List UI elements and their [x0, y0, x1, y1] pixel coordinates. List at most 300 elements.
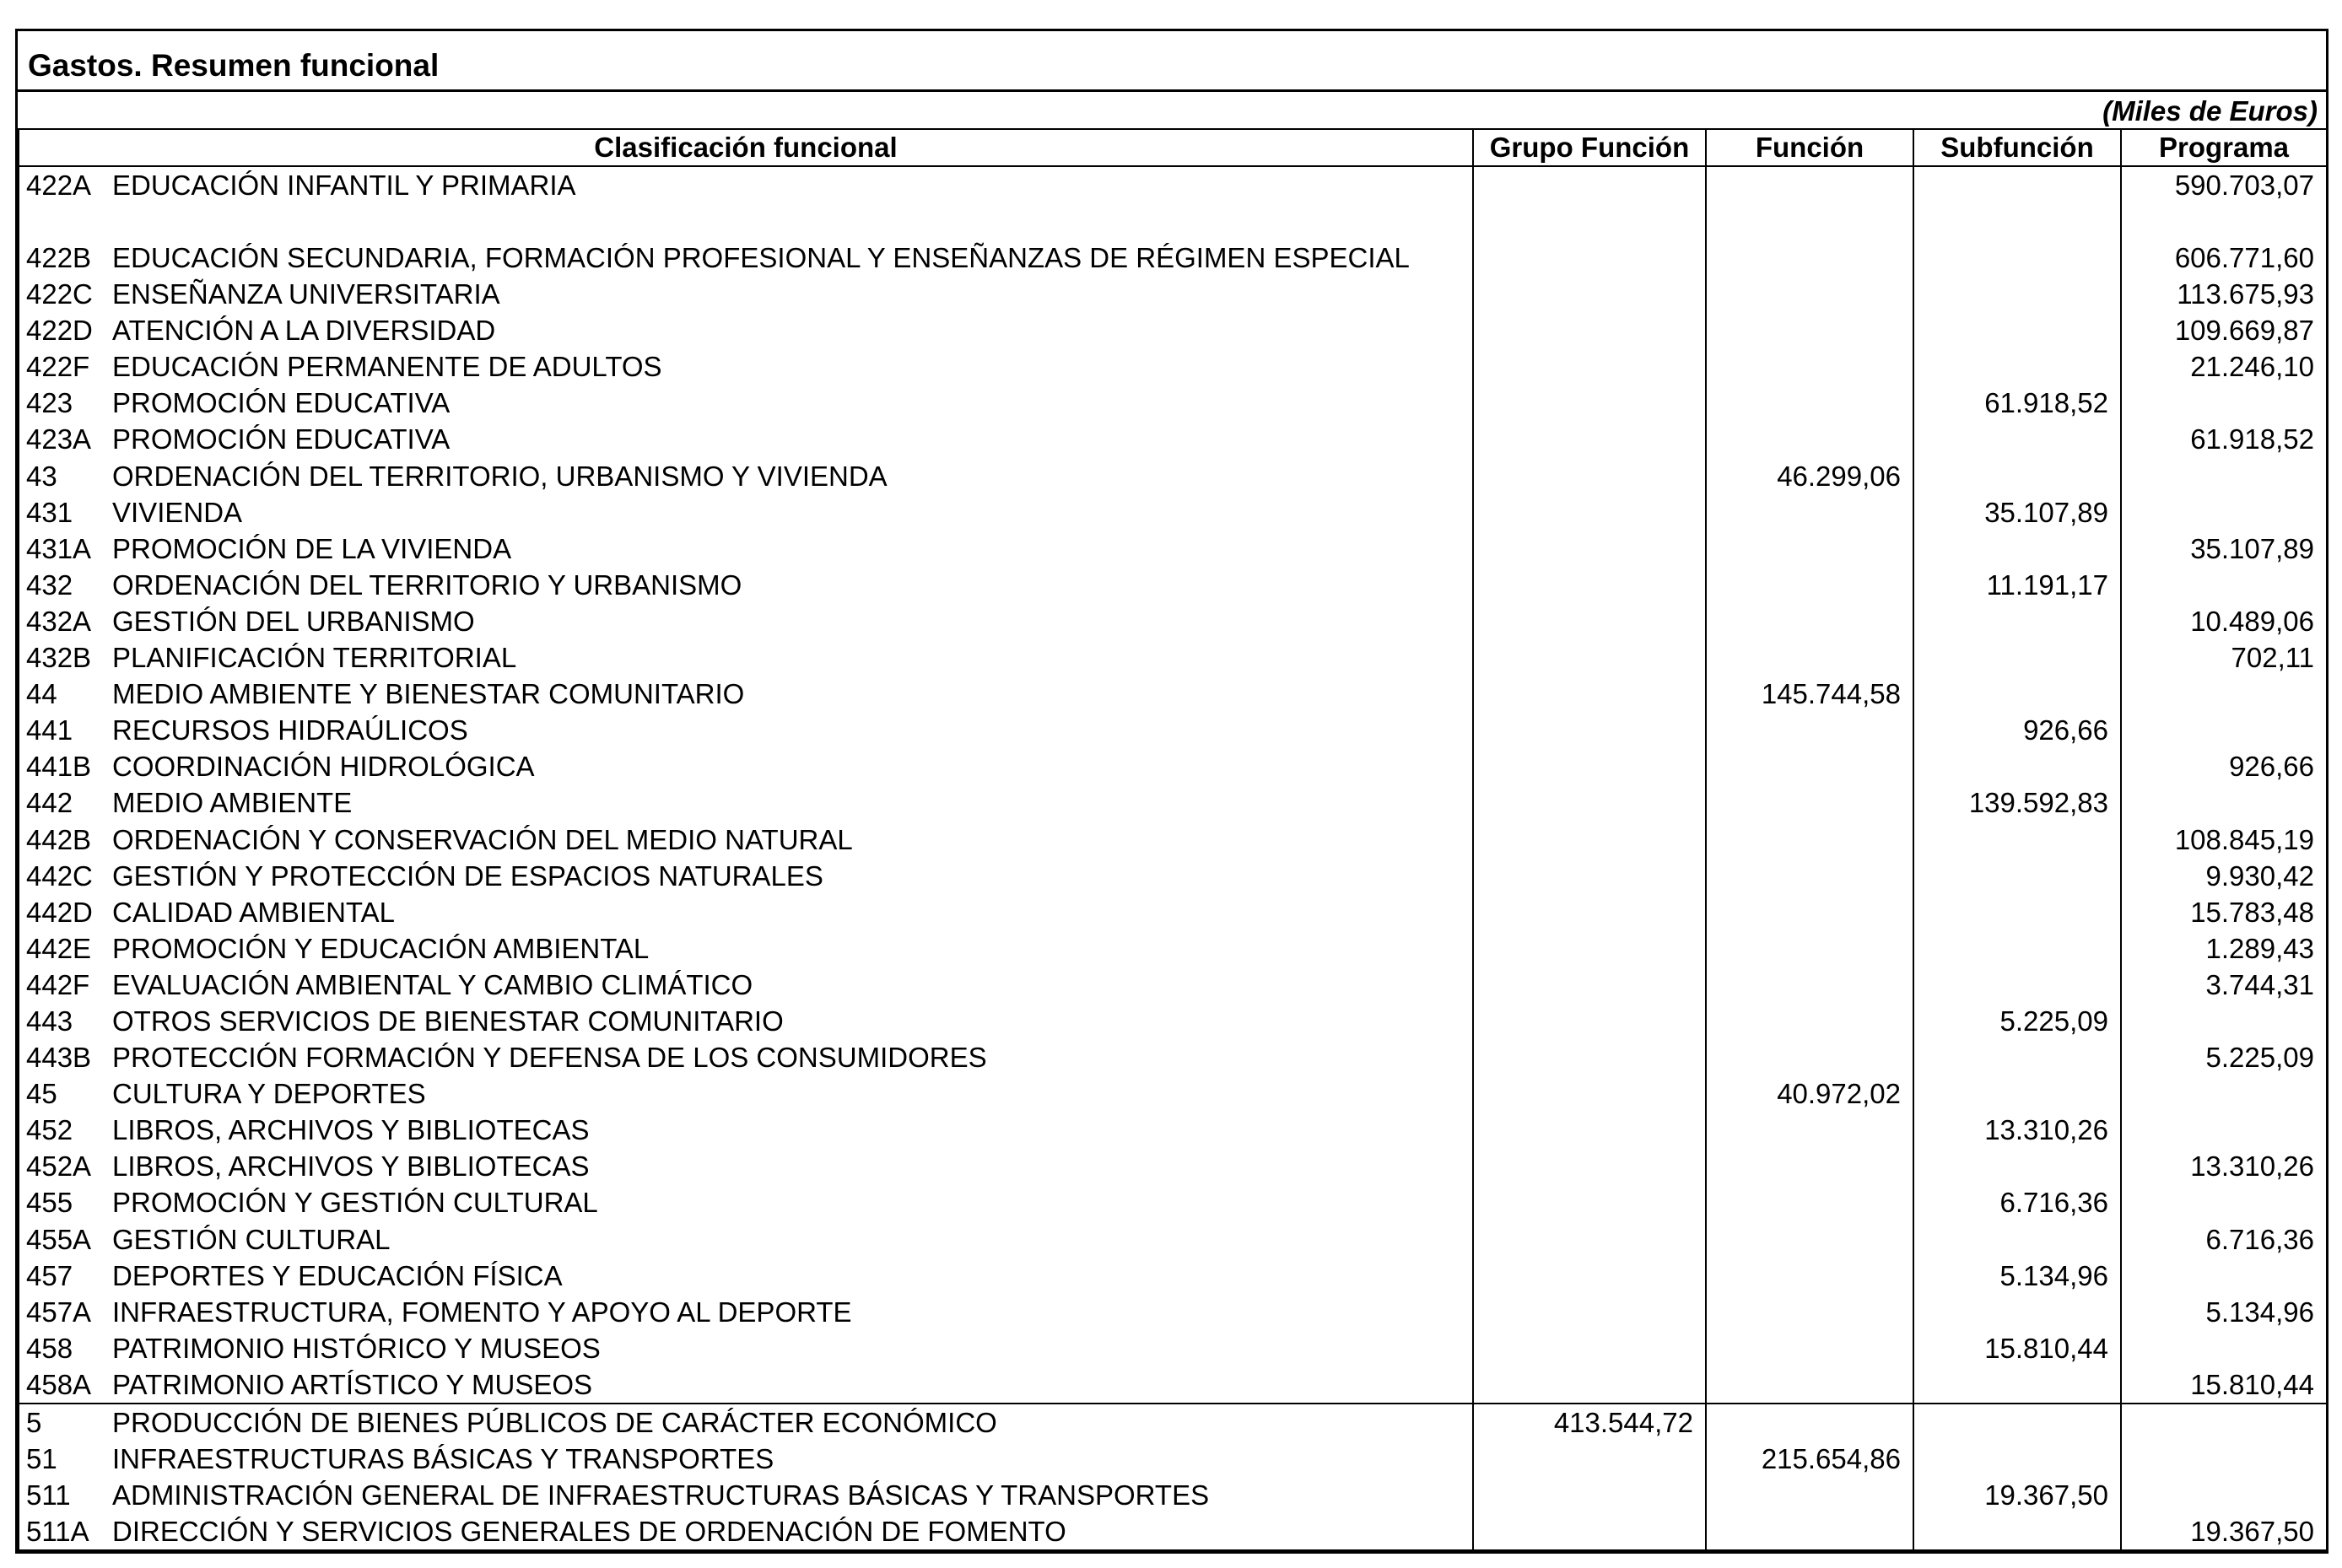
- subfuncion-value: [1913, 421, 2121, 457]
- funcion-value: [1706, 531, 1913, 567]
- row-code: 423A: [26, 423, 92, 455]
- programa-value: [2121, 1404, 2327, 1441]
- row-code: 458A: [26, 1368, 92, 1400]
- subfuncion-value: [1913, 348, 2121, 385]
- classification-cell: [19, 1112, 1473, 1148]
- funcion-value: [1706, 1513, 1913, 1550]
- classification-cell: [19, 1441, 1473, 1477]
- programa-value: 108.845,19: [2121, 822, 2327, 858]
- grupo-funcion-value: [1473, 166, 1706, 203]
- table-row: [19, 1075, 2327, 1112]
- classification-cell: [19, 348, 1473, 385]
- table-row: [19, 1404, 2327, 1441]
- subfuncion-value: [1913, 639, 2121, 676]
- subfuncion-value: 19.367,50: [1913, 1477, 2121, 1513]
- programa-value: 5.225,09: [2121, 1039, 2327, 1075]
- grupo-funcion-value: [1473, 858, 1706, 894]
- row-code: 44: [26, 678, 57, 710]
- subfuncion-value: [1913, 822, 2121, 858]
- row-code: 442: [26, 787, 73, 819]
- programa-value: 61.918,52: [2121, 421, 2327, 457]
- header-grupo-funcion: Grupo Función: [1473, 129, 1706, 166]
- grupo-funcion-value: [1473, 458, 1706, 494]
- subfuncion-value: [1913, 1404, 2121, 1441]
- programa-value: 6.716,36: [2121, 1221, 2327, 1258]
- grupo-funcion-value: 413.544,72: [1473, 1404, 1706, 1441]
- grupo-funcion-value: [1473, 1184, 1706, 1220]
- programa-value: [2121, 784, 2327, 821]
- row-code: 51: [26, 1443, 57, 1475]
- row-label: EVALUACIÓN AMBIENTAL Y CAMBIO CLIMÁTICO: [112, 968, 753, 1000]
- grupo-funcion-value: [1473, 312, 1706, 348]
- row-label: GESTIÓN CULTURAL: [112, 1223, 391, 1255]
- subfuncion-value: [1913, 930, 2121, 967]
- row-code: 431A: [26, 532, 92, 564]
- classification-cell: [19, 276, 1473, 312]
- subfuncion-value: 11.191,17: [1913, 567, 2121, 603]
- programa-value: 10.489,06: [2121, 603, 2327, 639]
- grupo-funcion-value: [1473, 639, 1706, 676]
- funcion-value: [1706, 1366, 1913, 1404]
- table-row: [19, 203, 2327, 276]
- table-row: [19, 603, 2327, 639]
- grupo-funcion-value: [1473, 1148, 1706, 1184]
- funcion-value: [1706, 1184, 1913, 1220]
- subfuncion-value: [1913, 203, 2121, 276]
- funcion-value: 145.744,58: [1706, 676, 1913, 712]
- row-label: LIBROS, ARCHIVOS Y BIBLIOTECAS: [112, 1150, 590, 1183]
- programa-value: 590.703,07: [2121, 166, 2327, 203]
- row-label: PATRIMONIO ARTÍSTICO Y MUSEOS: [112, 1368, 593, 1400]
- funcion-value: [1706, 312, 1913, 348]
- grupo-funcion-value: [1473, 1075, 1706, 1112]
- funcion-value: [1706, 1330, 1913, 1366]
- table-row: [19, 967, 2327, 1003]
- row-label: PROMOCIÓN EDUCATIVA: [112, 387, 451, 419]
- classification-cell: [19, 166, 1473, 203]
- table-row: [19, 348, 2327, 385]
- row-label: CULTURA Y DEPORTES: [112, 1078, 426, 1110]
- table-row: [19, 1294, 2327, 1330]
- classification-cell: [19, 822, 1473, 858]
- classification-cell: [19, 1003, 1473, 1039]
- functional-summary-table: [18, 128, 2328, 1551]
- programa-value: [2121, 1112, 2327, 1148]
- grupo-funcion-value: [1473, 531, 1706, 567]
- programa-value: [2121, 1477, 2327, 1513]
- programa-value: [2121, 712, 2327, 748]
- grupo-funcion-value: [1473, 712, 1706, 748]
- grupo-funcion-value: [1473, 276, 1706, 312]
- grupo-funcion-value: [1473, 494, 1706, 531]
- grupo-funcion-value: [1473, 967, 1706, 1003]
- table-row: [19, 1221, 2327, 1258]
- funcion-value: [1706, 712, 1913, 748]
- table-row: [19, 1258, 2327, 1294]
- funcion-value: [1706, 822, 1913, 858]
- row-label: PROTECCIÓN FORMACIÓN Y DEFENSA DE LOS CONSUMIDORES: [112, 1042, 987, 1074]
- funcion-value: [1706, 1477, 1913, 1513]
- classification-cell: [19, 930, 1473, 967]
- table-row: [19, 276, 2327, 312]
- funcion-value: [1706, 1039, 1913, 1075]
- funcion-value: [1706, 1221, 1913, 1258]
- row-code: 511: [26, 1479, 71, 1511]
- row-label: ATENCIÓN A LA DIVERSIDAD: [112, 315, 496, 347]
- units-label: (Miles de Euros): [2102, 95, 2318, 127]
- row-code: 441: [26, 714, 73, 746]
- table-row: [19, 458, 2327, 494]
- programa-value: 35.107,89: [2121, 531, 2327, 567]
- row-code: 455A: [26, 1223, 92, 1255]
- classification-cell: [19, 567, 1473, 603]
- programa-value: 926,66: [2121, 748, 2327, 784]
- subfuncion-value: 61.918,52: [1913, 385, 2121, 421]
- classification-cell: [19, 603, 1473, 639]
- row-label: PRODUCCIÓN DE BIENES PÚBLICOS DE CARÁCTER ECONÓMICO: [112, 1407, 997, 1438]
- subfuncion-value: 5.225,09: [1913, 1003, 2121, 1039]
- subfuncion-value: [1913, 1075, 2121, 1112]
- funcion-value: [1706, 1404, 1913, 1441]
- subfuncion-value: [1913, 603, 2121, 639]
- row-label: DIRECCIÓN Y SERVICIOS GENERALES DE ORDENACIÓN DE FOMENTO: [112, 1516, 1066, 1548]
- grupo-funcion-value: [1473, 1258, 1706, 1294]
- subfuncion-value: [1913, 1221, 2121, 1258]
- funcion-value: [1706, 894, 1913, 930]
- row-code: 457A: [26, 1296, 92, 1328]
- row-code: 432: [26, 568, 73, 601]
- funcion-value: [1706, 203, 1913, 276]
- row-code: 422C: [26, 278, 93, 310]
- grupo-funcion-value: [1473, 1366, 1706, 1404]
- subfuncion-value: [1913, 1148, 2121, 1184]
- row-label: EDUCACIÓN INFANTIL Y PRIMARIA: [112, 170, 576, 201]
- funcion-value: [1706, 348, 1913, 385]
- programa-value: 5.134,96: [2121, 1294, 2327, 1330]
- grupo-funcion-value: [1473, 1112, 1706, 1148]
- funcion-value: [1706, 385, 1913, 421]
- programa-value: [2121, 385, 2327, 421]
- row-code: 5: [26, 1407, 42, 1438]
- row-label: OTROS SERVICIOS DE BIENESTAR COMUNITARIO: [112, 1005, 784, 1037]
- classification-cell: [19, 784, 1473, 821]
- programa-value: 21.246,10: [2121, 348, 2327, 385]
- row-code: 442B: [26, 823, 92, 855]
- funcion-value: [1706, 1148, 1913, 1184]
- funcion-value: [1706, 1112, 1913, 1148]
- row-code: 422D: [26, 315, 93, 347]
- row-code: 443B: [26, 1042, 92, 1074]
- table-row: [19, 1330, 2327, 1366]
- programa-value: [2121, 1075, 2327, 1112]
- programa-value: [2121, 1330, 2327, 1366]
- subfuncion-value: [1913, 1441, 2121, 1477]
- funcion-value: [1706, 748, 1913, 784]
- grupo-funcion-value: [1473, 1039, 1706, 1075]
- table-row: [19, 748, 2327, 784]
- programa-value: [2121, 1184, 2327, 1220]
- grupo-funcion-value: [1473, 567, 1706, 603]
- classification-cell: [19, 1513, 1473, 1550]
- subfuncion-value: [1913, 1366, 2121, 1404]
- row-code: 432B: [26, 642, 92, 674]
- subfuncion-value: 13.310,26: [1913, 1112, 2121, 1148]
- classification-cell: [19, 858, 1473, 894]
- row-label: INFRAESTRUCTURA, FOMENTO Y APOYO AL DEPORTE: [112, 1296, 852, 1328]
- classification-cell: [19, 1366, 1473, 1404]
- row-code: 452A: [26, 1150, 92, 1183]
- grupo-funcion-value: [1473, 385, 1706, 421]
- row-code: 458: [26, 1332, 73, 1364]
- subfuncion-value: [1913, 1513, 2121, 1550]
- row-code: 422B: [26, 242, 92, 274]
- grupo-funcion-value: [1473, 1513, 1706, 1550]
- row-code: 455: [26, 1187, 73, 1219]
- table-row: [19, 930, 2327, 967]
- programa-value: [2121, 567, 2327, 603]
- row-code: 442E: [26, 932, 92, 964]
- classification-cell: [19, 748, 1473, 784]
- row-label: ORDENACIÓN DEL TERRITORIO, URBANISMO Y VIVIENDA: [112, 460, 888, 492]
- row-code: 511A: [26, 1516, 89, 1548]
- table-row: [19, 1513, 2327, 1550]
- funcion-value: [1706, 1258, 1913, 1294]
- funcion-value: [1706, 784, 1913, 821]
- title-bar: [18, 31, 2326, 92]
- subfuncion-value: [1913, 894, 2121, 930]
- subfuncion-value: [1913, 676, 2121, 712]
- classification-cell: [19, 1258, 1473, 1294]
- table-row: [19, 1148, 2327, 1184]
- funcion-value: [1706, 930, 1913, 967]
- funcion-value: 46.299,06: [1706, 458, 1913, 494]
- grupo-funcion-value: [1473, 1294, 1706, 1330]
- programa-value: 702,11: [2121, 639, 2327, 676]
- funcion-value: [1706, 639, 1913, 676]
- subfuncion-value: 6.716,36: [1913, 1184, 2121, 1220]
- grupo-funcion-value: [1473, 822, 1706, 858]
- classification-cell: [19, 1075, 1473, 1112]
- funcion-value: [1706, 166, 1913, 203]
- classification-cell: [19, 1221, 1473, 1258]
- grupo-funcion-value: [1473, 894, 1706, 930]
- programa-value: 606.771,60: [2121, 203, 2327, 276]
- row-code: 441B: [26, 751, 92, 783]
- table-row: [19, 712, 2327, 748]
- subfuncion-value: 15.810,44: [1913, 1330, 2121, 1366]
- classification-cell: [19, 967, 1473, 1003]
- row-label: COORDINACIÓN HIDROLÓGICA: [112, 751, 535, 783]
- row-code: 442F: [26, 968, 90, 1000]
- programa-value: 109.669,87: [2121, 312, 2327, 348]
- row-label: PROMOCIÓN Y GESTIÓN CULTURAL: [112, 1187, 598, 1219]
- programa-value: 1.289,43: [2121, 930, 2327, 967]
- budget-sheet: [15, 29, 2329, 1554]
- funcion-value: [1706, 421, 1913, 457]
- classification-cell: [19, 639, 1473, 676]
- table-row: [19, 858, 2327, 894]
- table-row: [19, 567, 2327, 603]
- table-row: [19, 1003, 2327, 1039]
- classification-cell: [19, 894, 1473, 930]
- funcion-value: 215.654,86: [1706, 1441, 1913, 1477]
- document-title: Gastos. Resumen funcional: [28, 48, 440, 83]
- grupo-funcion-value: [1473, 203, 1706, 276]
- row-label: MEDIO AMBIENTE: [112, 787, 353, 819]
- row-code: 422A: [26, 170, 92, 201]
- row-label: MEDIO AMBIENTE Y BIENESTAR COMUNITARIO: [112, 678, 745, 710]
- row-code: 442C: [26, 859, 93, 892]
- row-code: 457: [26, 1259, 73, 1291]
- row-label: PROMOCIÓN DE LA VIVIENDA: [112, 532, 512, 564]
- grupo-funcion-value: [1473, 748, 1706, 784]
- subfuncion-value: [1913, 458, 2121, 494]
- classification-cell: [19, 676, 1473, 712]
- classification-cell: [19, 1039, 1473, 1075]
- row-label: GESTIÓN Y PROTECCIÓN DE ESPACIOS NATURALES: [112, 859, 823, 892]
- table-row: [19, 1112, 2327, 1148]
- header-programa: Programa: [2121, 129, 2327, 166]
- row-label: PROMOCIÓN Y EDUCACIÓN AMBIENTAL: [112, 932, 650, 964]
- programa-value: [2121, 1003, 2327, 1039]
- classification-cell: [19, 494, 1473, 531]
- programa-value: 13.310,26: [2121, 1148, 2327, 1184]
- grupo-funcion-value: [1473, 676, 1706, 712]
- table-row: [19, 639, 2327, 676]
- grupo-funcion-value: [1473, 1003, 1706, 1039]
- subfuncion-value: [1913, 967, 2121, 1003]
- programa-value: [2121, 1441, 2327, 1477]
- row-label: RECURSOS HIDRAÚLICOS: [112, 714, 468, 746]
- funcion-value: [1706, 1294, 1913, 1330]
- table-row: [19, 894, 2327, 930]
- table-row: [19, 312, 2327, 348]
- row-label: ADMINISTRACIÓN GENERAL DE INFRAESTRUCTURAS BÁSICAS Y TRANSPORTES: [112, 1479, 1210, 1511]
- row-code: 432A: [26, 605, 92, 637]
- subfuncion-value: [1913, 1039, 2121, 1075]
- classification-cell: [19, 421, 1473, 457]
- row-code: 422F: [26, 351, 90, 383]
- subfuncion-value: 139.592,83: [1913, 784, 2121, 821]
- table-row: [19, 166, 2327, 203]
- grupo-funcion-value: [1473, 1221, 1706, 1258]
- programa-value: 19.367,50: [2121, 1513, 2327, 1550]
- table-row: [19, 1441, 2327, 1477]
- classification-cell: [19, 1477, 1473, 1513]
- header-subfuncion: Subfunción: [1913, 129, 2121, 166]
- funcion-value: [1706, 276, 1913, 312]
- funcion-value: [1706, 1003, 1913, 1039]
- row-label: PLANIFICACIÓN TERRITORIAL: [112, 642, 517, 674]
- classification-cell: [19, 712, 1473, 748]
- subfuncion-value: [1913, 748, 2121, 784]
- row-label: PROMOCIÓN EDUCATIVA: [112, 423, 451, 455]
- row-label: ORDENACIÓN DEL TERRITORIO Y URBANISMO: [112, 568, 742, 601]
- subfuncion-value: 926,66: [1913, 712, 2121, 748]
- row-label: EDUCACIÓN SECUNDARIA, FORMACIÓN PROFESIONAL Y ENSEÑANZAS DE RÉGIMEN ESPECIAL: [112, 242, 1410, 274]
- table-row: [19, 531, 2327, 567]
- classification-cell: [19, 312, 1473, 348]
- row-label: VIVIENDA: [112, 496, 243, 528]
- table-row: [19, 676, 2327, 712]
- row-label: GESTIÓN DEL URBANISMO: [112, 605, 475, 637]
- subfuncion-value: [1913, 276, 2121, 312]
- grupo-funcion-value: [1473, 348, 1706, 385]
- classification-cell: [19, 1294, 1473, 1330]
- programa-value: [2121, 494, 2327, 531]
- subfuncion-value: [1913, 858, 2121, 894]
- table-row: [19, 1039, 2327, 1075]
- grupo-funcion-value: [1473, 784, 1706, 821]
- table-header-row: [19, 129, 2327, 166]
- row-label: ENSEÑANZA UNIVERSITARIA: [112, 278, 500, 310]
- table-row: [19, 1366, 2327, 1404]
- subfuncion-value: 5.134,96: [1913, 1258, 2121, 1294]
- subfuncion-value: [1913, 312, 2121, 348]
- funcion-value: [1706, 967, 1913, 1003]
- funcion-value: [1706, 858, 1913, 894]
- programa-value: 113.675,93: [2121, 276, 2327, 312]
- row-code: 45: [26, 1078, 57, 1110]
- row-label: EDUCACIÓN PERMANENTE DE ADULTOS: [112, 351, 662, 383]
- programa-value: 15.783,48: [2121, 894, 2327, 930]
- grupo-funcion-value: [1473, 1441, 1706, 1477]
- header-funcion: Función: [1706, 129, 1913, 166]
- table-body: [19, 166, 2327, 1550]
- programa-value: 9.930,42: [2121, 858, 2327, 894]
- table-row: [19, 784, 2327, 821]
- classification-cell: [19, 1148, 1473, 1184]
- table-row: [19, 494, 2327, 531]
- classification-cell: [19, 1404, 1473, 1441]
- row-code: 431: [26, 496, 73, 528]
- classification-cell: [19, 1184, 1473, 1220]
- row-code: 423: [26, 387, 73, 419]
- row-label: ORDENACIÓN Y CONSERVACIÓN DEL MEDIO NATURAL: [112, 823, 853, 855]
- row-label: LIBROS, ARCHIVOS Y BIBLIOTECAS: [112, 1114, 590, 1146]
- subfuncion-value: [1913, 531, 2121, 567]
- table-row: [19, 822, 2327, 858]
- funcion-value: [1706, 567, 1913, 603]
- grupo-funcion-value: [1473, 603, 1706, 639]
- row-label: INFRAESTRUCTURAS BÁSICAS Y TRANSPORTES: [112, 1443, 774, 1475]
- grupo-funcion-value: [1473, 1330, 1706, 1366]
- subfuncion-value: [1913, 166, 2121, 203]
- subfuncion-value: 35.107,89: [1913, 494, 2121, 531]
- funcion-value: 40.972,02: [1706, 1075, 1913, 1112]
- row-label: CALIDAD AMBIENTAL: [112, 896, 395, 928]
- row-code: 43: [26, 460, 57, 492]
- table-row: [19, 1477, 2327, 1513]
- programa-value: 15.810,44: [2121, 1366, 2327, 1404]
- classification-cell: [19, 203, 1473, 276]
- programa-value: [2121, 676, 2327, 712]
- units-bar: [18, 92, 2326, 128]
- table-row: [19, 1184, 2327, 1220]
- programa-value: 3.744,31: [2121, 967, 2327, 1003]
- subfuncion-value: [1913, 1294, 2121, 1330]
- header-classification: Clasificación funcional: [19, 129, 1473, 166]
- row-code: 443: [26, 1005, 73, 1037]
- table-row: [19, 385, 2327, 421]
- row-label: PATRIMONIO HISTÓRICO Y MUSEOS: [112, 1332, 601, 1364]
- programa-value: [2121, 458, 2327, 494]
- classification-cell: [19, 458, 1473, 494]
- classification-cell: [19, 1330, 1473, 1366]
- funcion-value: [1706, 603, 1913, 639]
- row-label: DEPORTES Y EDUCACIÓN FÍSICA: [112, 1259, 563, 1291]
- grupo-funcion-value: [1473, 930, 1706, 967]
